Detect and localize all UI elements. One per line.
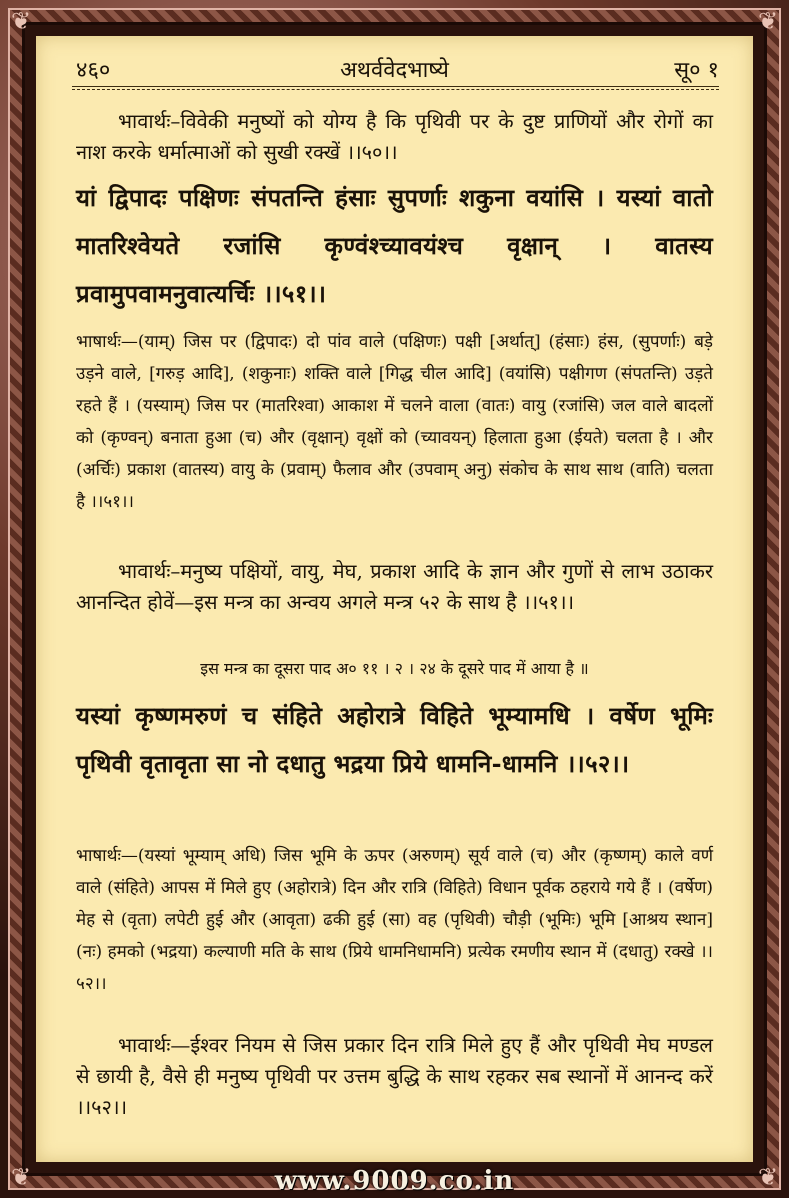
bhavartha-50: भावार्थः–विवेकी मनुष्यों को योग्य है कि पृथिवी पर के दुष्ट प्राणियों और रोगों का नाश करके धर्मात्माओं को सुखी रक्खें ।।५०।। <box>76 109 713 164</box>
bhasharth-51: भाषार्थः—(याम्) जिस पर (द्विपादः) दो पांव वाले (पक्षिणः) पक्षी [अर्थात्] (हंसाः) हंस, (सुपर्णाः) बड़े उड़ने वाले, [गरुड़ आदि], (शकुनाः) शक्ति वाले [गिद्ध चील आदि] (वयांसि) पक्षीगण (संपतन्ति) उड़ते रहते हैं । (यस्याम्) जिस पर (मातरिश्वा) आकाश में चलने वाला (वातः) वायु (रजांसि) जल वाले बादलों को (कृण्वन्) बनाता हुआ (च) और (वृक्षान्) वृक्षों को (च्यावयन्) हिलाता हुआ (ईयते) चलता है । और (अर्चिः) प्रकाश (वातस्य) वायु के (प्रवाम्) फैलाव और (उपवाम् अनु) संकोच के साथ साथ (वाति) चलता है ।।५१।। <box>76 332 713 512</box>
bhavartha-52: भावार्थः—ईश्वर नियम से जिस प्रकार दिन रात्रि मिले हुए हैं और पृथिवी मेघ मण्डल से छायी है, वैसे ही मनुष्य पृथिवी पर उत्तम बुद्धि के साथ रहकर सब स्थानों में आनन्द करें ।।५२।। <box>76 1033 713 1119</box>
page-header <box>36 54 753 94</box>
sukta-number: सू० १ <box>674 58 719 83</box>
book-title: अथर्ववेदभाष्ये <box>340 58 449 83</box>
corner-ornament-icon: ❦ <box>10 7 32 35</box>
book-page <box>36 36 753 1162</box>
corner-ornament-icon: ❦ <box>757 1163 779 1191</box>
page-number: ४६० <box>76 58 111 83</box>
mantra-51: यां द्विपादः पक्षिणः संपतन्ति हंसाः सुपर्णाः शकुना वयांसि । यस्यां वातो मातरिश्वेयते रजांसि कृण्वंश्च्यावयंश्च वृक्षान् । वातस्य प्रवामुपवामनुवात्यर्चिः ।।५१।। <box>76 183 713 308</box>
corner-ornament-icon: ❦ <box>10 1163 32 1191</box>
mantra-52: यस्यां कृष्णमरुणं च संहिते अहोरात्रे विहिते भूम्यामधि । वर्षेण भूमिः पृथिवी वृतावृता सा नो दधातु भद्रया प्रिये धामनि-धामनि ।।५२।। <box>76 701 713 778</box>
mantra-note: इस मन्त्र का दूसरा पाद अ० ११ । २ । २४ के दूसरे पाद में आया है ॥ <box>200 659 589 678</box>
bhasharth-52: भाषार्थः—(यस्यां भूम्याम् अधि) जिस भूमि के ऊपर (अरुणम्) सूर्य वाले (च) और (कृष्णम्) काले वर्ण वाले (संहिते) आपस में मिले हुए (अहोरात्रे) दिन और रात्रि (विहिते) विधान पूर्वक ठहराये गये हैं । (वर्षेण) मेह से (वृता) लपेटी हुई और (आवृता) ढकी हुई (सा) वह (पृथिवी) चौड़ी (भूमिः) भूमि [आश्रय स्थान] (नः) हमको (भद्रया) कल्याणी मति के साथ (प्रिये धामनिधामनि) प्रत्येक रमणीय स्थान में (दधातु) रक्खे ।।५२।। <box>76 846 713 994</box>
corner-ornament-icon: ❦ <box>757 7 779 35</box>
website-watermark: www.9009.co.in <box>274 1166 515 1196</box>
header-divider-dashed <box>72 89 719 90</box>
header-divider <box>72 86 719 87</box>
bhavartha-51: भावार्थः–मनुष्य पक्षियों, वायु, मेघ, प्रकाश आदि के ज्ञान और गुणों से लाभ उठाकर आनन्दित होवें—इस मन्त्र का अन्वय अगले मन्त्र ५२ के साथ है ।।५१।। <box>76 559 713 614</box>
